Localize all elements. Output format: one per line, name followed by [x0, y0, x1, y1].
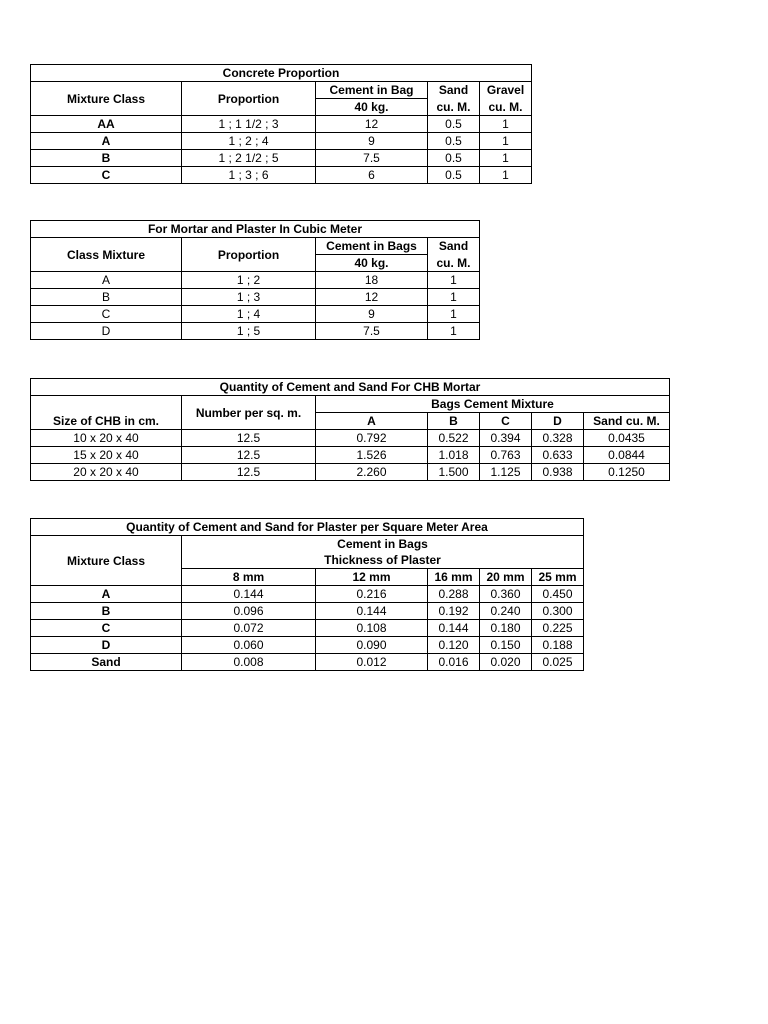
table-cell: 0.1250 — [584, 464, 670, 481]
table-row — [31, 430, 670, 447]
table-title: Concrete Proportion — [31, 65, 532, 82]
table-row — [31, 167, 532, 184]
table-cell: 0.090 — [316, 637, 428, 654]
table-cell: 0.188 — [532, 637, 584, 654]
table-row — [31, 150, 532, 167]
table-cell: 12.5 — [182, 447, 316, 464]
table-title: Quantity of Cement and Sand for Plaster per Square Meter Area — [31, 519, 584, 536]
table-cell: 1 ; 3 ; 6 — [182, 167, 316, 184]
table-cell: 0.012 — [316, 654, 428, 671]
table-cell: 0.008 — [182, 654, 316, 671]
column-subheader: C — [480, 413, 532, 430]
table-row — [31, 603, 584, 620]
table-cell: 0.360 — [480, 586, 532, 603]
column-subheader: Sand cu. M. — [584, 413, 670, 430]
table-cell: 0.522 — [428, 430, 480, 447]
column-subheader: A — [316, 413, 428, 430]
table-cell: 0.5 — [428, 116, 480, 133]
table-cell: 0.5 — [428, 133, 480, 150]
table-cell: D — [31, 637, 182, 654]
table-cell: 1 — [428, 289, 480, 306]
table-cell: 1 ; 5 — [182, 323, 316, 340]
table-cell: 1.125 — [480, 464, 532, 481]
table-cell: 0.096 — [182, 603, 316, 620]
table-cell: 1 — [428, 306, 480, 323]
table-cell: Sand — [31, 654, 182, 671]
table-cell: 1 ; 1 1/2 ; 3 — [182, 116, 316, 133]
table-cell: 1.526 — [316, 447, 428, 464]
column-header: Bags Cement Mixture — [316, 396, 670, 413]
table-cell: 9 — [316, 306, 428, 323]
table-cell: A — [31, 272, 182, 289]
header-spacer — [31, 396, 182, 413]
column-subheader: D — [532, 413, 584, 430]
table-cell: 1.500 — [428, 464, 480, 481]
column-header: Cement in Bag — [316, 82, 428, 99]
column-subheader: cu. M. — [480, 99, 532, 116]
column-subheader: 40 kg. — [316, 99, 428, 116]
table-cell: 0.192 — [428, 603, 480, 620]
table-cell: 7.5 — [316, 150, 428, 167]
column-header: Cement in Bags — [316, 238, 428, 255]
table-cell: 1 ; 4 — [182, 306, 316, 323]
table-cell: 6 — [316, 167, 428, 184]
table-cell: A — [31, 586, 182, 603]
column-subheader: cu. M. — [428, 99, 480, 116]
table-row — [31, 637, 584, 654]
column-subheader: 40 kg. — [316, 255, 428, 272]
table-cell: 0.0435 — [584, 430, 670, 447]
table-cell: 1 — [428, 272, 480, 289]
table-cell: 0.5 — [428, 150, 480, 167]
column-subheader: 20 mm — [480, 569, 532, 586]
mortar-plaster-table — [30, 220, 480, 340]
column-header: Size of CHB in cm. — [31, 413, 182, 430]
column-header: Thickness of Plaster — [182, 552, 584, 569]
table-cell: 0.180 — [480, 620, 532, 637]
column-subheader: 25 mm — [532, 569, 584, 586]
table-cell: 1 ; 2 ; 4 — [182, 133, 316, 150]
table-cell: 0.792 — [316, 430, 428, 447]
column-header: Mixture Class — [31, 536, 182, 586]
table-cell: 0.0844 — [584, 447, 670, 464]
table-cell: B — [31, 150, 182, 167]
table-cell: 0.072 — [182, 620, 316, 637]
table-title: For Mortar and Plaster In Cubic Meter — [31, 221, 480, 238]
table-cell: C — [31, 306, 182, 323]
table-title: Quantity of Cement and Sand For CHB Mortar — [31, 379, 670, 396]
table-cell: 0.5 — [428, 167, 480, 184]
table-cell: 9 — [316, 133, 428, 150]
table-cell: 1 — [480, 150, 532, 167]
table-cell: 1 — [428, 323, 480, 340]
column-subheader: cu. M. — [428, 255, 480, 272]
table-cell: 0.633 — [532, 447, 584, 464]
table-row — [31, 447, 670, 464]
table-cell: 0.450 — [532, 586, 584, 603]
table-cell: 0.763 — [480, 447, 532, 464]
table-cell: 0.020 — [480, 654, 532, 671]
table-cell: 0.016 — [428, 654, 480, 671]
column-header: Gravel — [480, 82, 532, 99]
column-header: Class Mixture — [31, 238, 182, 272]
table-cell: 1.018 — [428, 447, 480, 464]
column-header: Sand — [428, 238, 480, 255]
table-cell: 1 — [480, 133, 532, 150]
table-cell: 0.108 — [316, 620, 428, 637]
table-cell: AA — [31, 116, 182, 133]
table-cell: 0.144 — [182, 586, 316, 603]
table-cell: 7.5 — [316, 323, 428, 340]
table-cell: 18 — [316, 272, 428, 289]
column-subheader: 8 mm — [182, 569, 316, 586]
table-cell: 0.216 — [316, 586, 428, 603]
column-header: Mixture Class — [31, 82, 182, 116]
column-header: Proportion — [182, 82, 316, 116]
table-cell: 0.328 — [532, 430, 584, 447]
table-cell: 0.288 — [428, 586, 480, 603]
column-subheader: B — [428, 413, 480, 430]
table-cell: 0.225 — [532, 620, 584, 637]
table-row — [31, 586, 584, 603]
column-header: Cement in Bags — [182, 536, 584, 553]
table-cell: 0.938 — [532, 464, 584, 481]
table-row — [31, 272, 480, 289]
table-cell: 12.5 — [182, 430, 316, 447]
table-cell: B — [31, 289, 182, 306]
concrete-proportion-table — [30, 64, 532, 184]
chb-mortar-table — [30, 378, 670, 481]
table-cell: A — [31, 133, 182, 150]
column-header: Number per sq. m. — [182, 396, 316, 430]
table-cell: 12 — [316, 116, 428, 133]
table-cell: C — [31, 620, 182, 637]
table-cell: 1 — [480, 167, 532, 184]
table-cell: 0.300 — [532, 603, 584, 620]
table-row — [31, 620, 584, 637]
table-cell: B — [31, 603, 182, 620]
column-header: Sand — [428, 82, 480, 99]
table-cell: 1 ; 2 — [182, 272, 316, 289]
table-cell: 0.240 — [480, 603, 532, 620]
table-cell: 20 x 20 x 40 — [31, 464, 182, 481]
table-row — [31, 306, 480, 323]
table-cell: 1 ; 2 1/2 ; 5 — [182, 150, 316, 167]
table-row — [31, 116, 532, 133]
table-row — [31, 464, 670, 481]
table-row — [31, 133, 532, 150]
table-cell: 0.060 — [182, 637, 316, 654]
table-cell: 12.5 — [182, 464, 316, 481]
column-header: Proportion — [182, 238, 316, 272]
table-cell: 0.120 — [428, 637, 480, 654]
column-subheader: 12 mm — [316, 569, 428, 586]
table-cell: 12 — [316, 289, 428, 306]
column-subheader: 16 mm — [428, 569, 480, 586]
table-cell: 0.394 — [480, 430, 532, 447]
table-cell: 10 x 20 x 40 — [31, 430, 182, 447]
table-cell: 0.144 — [316, 603, 428, 620]
plaster-table — [30, 518, 584, 671]
table-cell: 1 — [480, 116, 532, 133]
table-cell: D — [31, 323, 182, 340]
table-cell: 0.150 — [480, 637, 532, 654]
table-cell: 0.025 — [532, 654, 584, 671]
table-row — [31, 654, 584, 671]
table-cell: 15 x 20 x 40 — [31, 447, 182, 464]
table-row — [31, 289, 480, 306]
table-cell: 1 ; 3 — [182, 289, 316, 306]
table-cell: C — [31, 167, 182, 184]
table-row — [31, 323, 480, 340]
table-cell: 2.260 — [316, 464, 428, 481]
table-cell: 0.144 — [428, 620, 480, 637]
